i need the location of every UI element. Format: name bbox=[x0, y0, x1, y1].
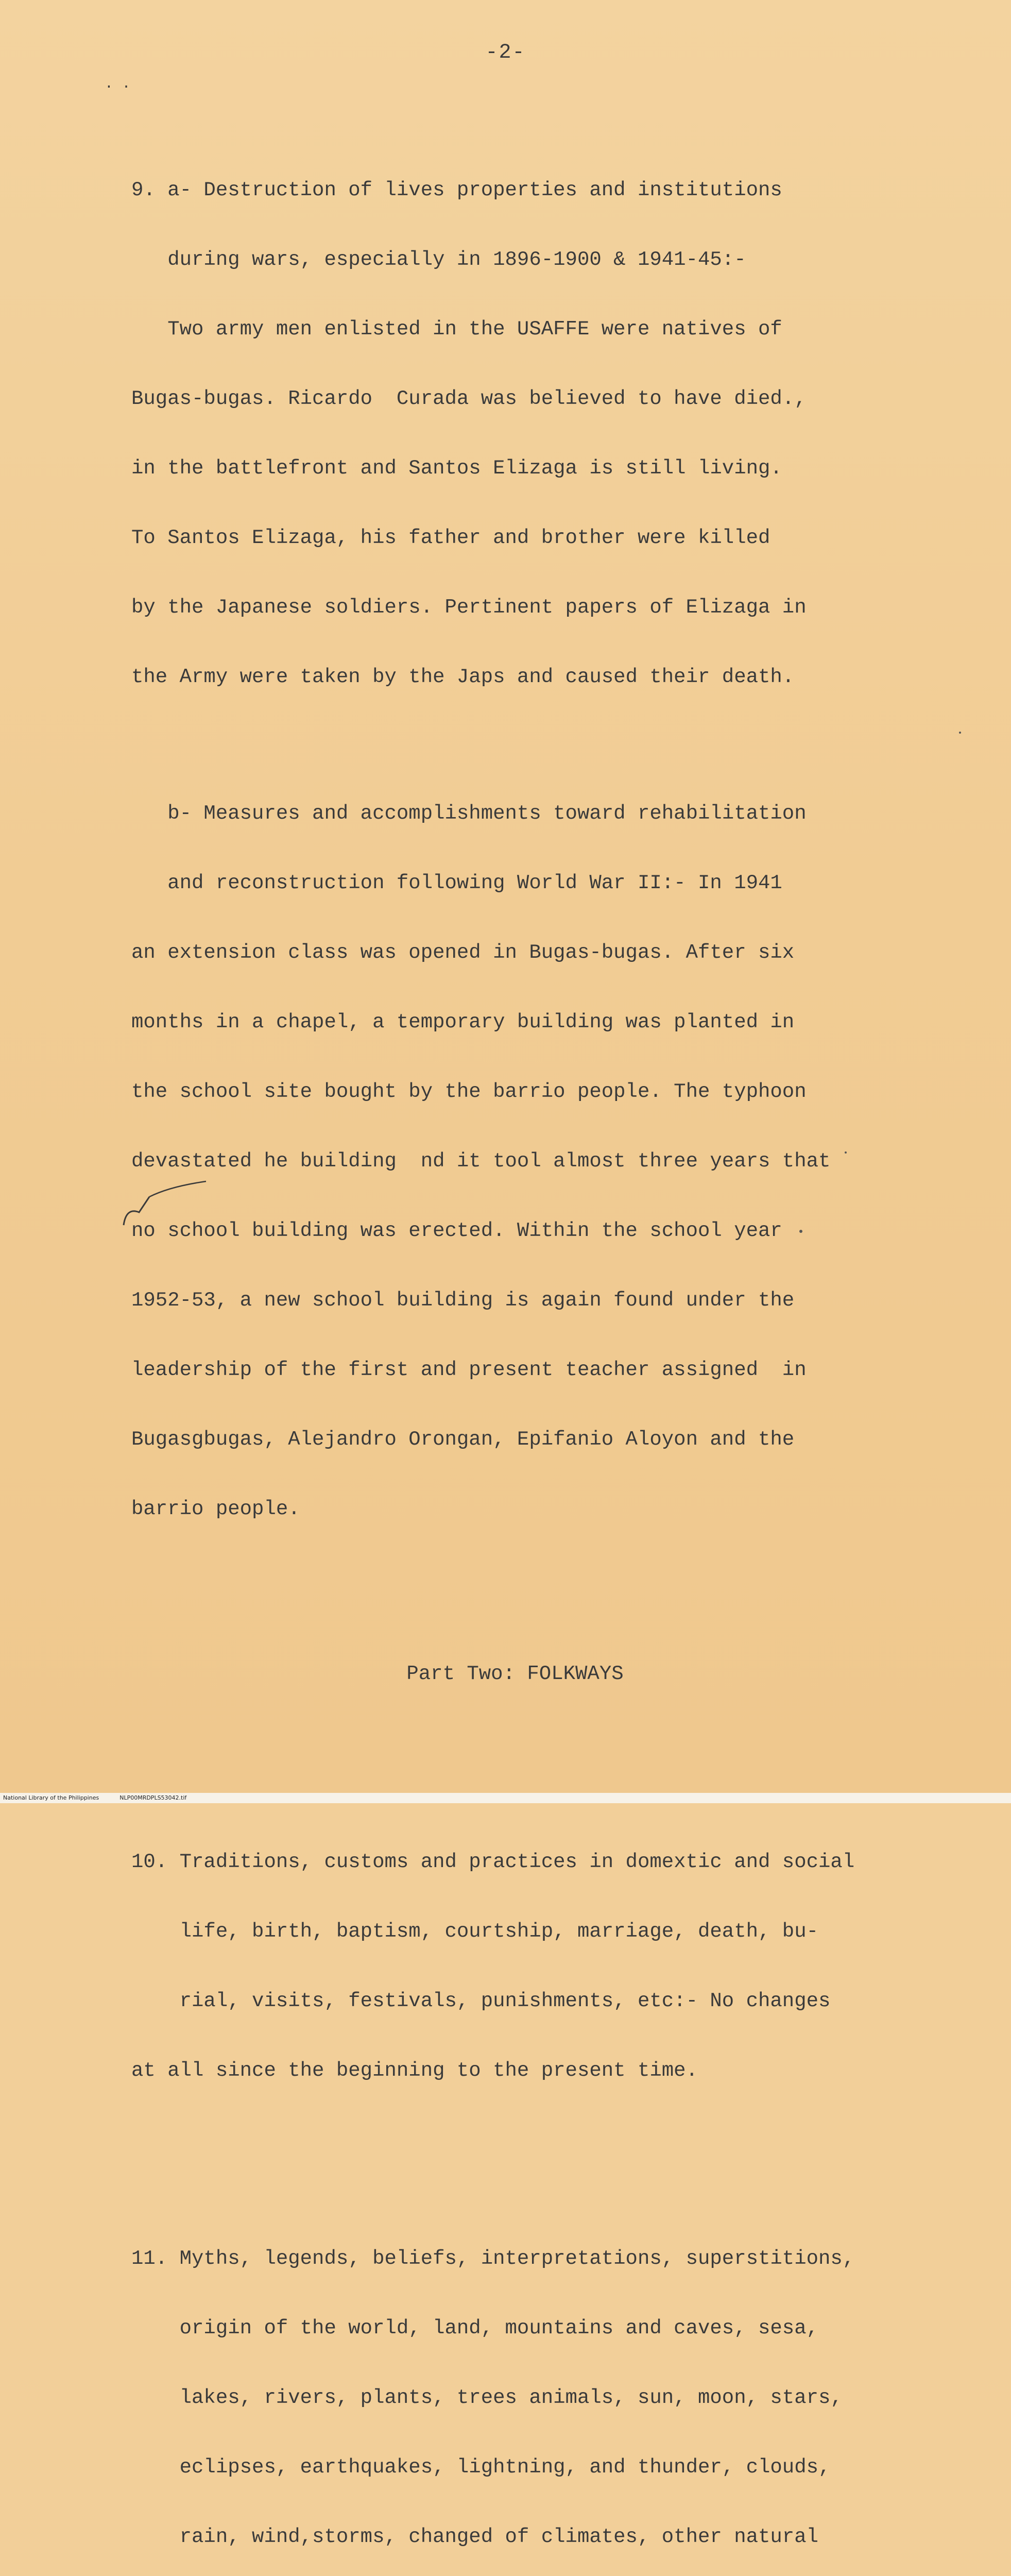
text-line: the Army were taken by the Japs and caused their death. bbox=[131, 666, 795, 688]
ink-speck bbox=[845, 1151, 847, 1154]
text-line: 10. Traditions, customs and practices in domextic and social bbox=[131, 1851, 855, 1873]
text-line: months in a chapel, a temporary building was planted in bbox=[131, 1011, 795, 1033]
text-line: rial, visits, festivals, punishments, etc:- No changes bbox=[131, 1990, 831, 2012]
text-line: in the battlefront and Santos Elizaga is still living. bbox=[131, 457, 782, 480]
text-line: 11. Myths, legends, beliefs, interpretations, superstitions, bbox=[131, 2247, 855, 2270]
text-line: life, birth, baptism, courtship, marriage, death, bu- bbox=[131, 1920, 819, 1943]
text-line: Bugasgbugas, Alejandro Orongan, Epifanio Aloyon and the bbox=[131, 1428, 795, 1451]
library-name: National Library of the Philippines bbox=[3, 1794, 99, 1801]
text-line: Two army men enlisted in the USAFFE were natives of bbox=[131, 318, 782, 341]
text-line: no school building was erected. Within the school year bbox=[131, 1219, 782, 1242]
file-name: NLP00MRDPLS53042.tif bbox=[119, 1794, 187, 1801]
scan-footer bbox=[0, 1793, 1011, 1803]
text-line: lakes, rivers, plants, trees animals, sun, moon, stars, bbox=[131, 2386, 843, 2409]
text-line: b- Measures and accomplishments toward rehabilitation bbox=[131, 802, 807, 825]
ink-speck bbox=[959, 732, 961, 734]
text-line: devastated he building nd it tool almost three years that bbox=[131, 1150, 831, 1173]
part-two-heading: Part Two: FOLKWAYS bbox=[406, 1663, 624, 1685]
text-line: 1952-53, a new school building is again found under the bbox=[131, 1289, 795, 1312]
text-line: leadership of the first and present teacher assigned in bbox=[131, 1359, 807, 1381]
text-line: during wars, especially in 1896-1900 & 1941-45:- bbox=[131, 248, 746, 271]
text-line: 9. a- Destruction of lives properties and institutions bbox=[131, 179, 782, 201]
document-body bbox=[131, 109, 976, 2576]
text-line: barrio people. bbox=[131, 1498, 300, 1520]
text-line: by the Japanese soldiers. Pertinent papers of Elizaga in bbox=[131, 596, 807, 619]
text-line: rain, wind,storms, changed of climates, other natural bbox=[131, 2526, 819, 2548]
check-mark-icon bbox=[118, 1176, 221, 1238]
text-line: and reconstruction following World War II:- In 1941 bbox=[131, 872, 782, 894]
text-line: the school site bought by the barrio people. The typhoon bbox=[131, 1080, 807, 1103]
text-line: origin of the world, land, mountains and caves, sesa, bbox=[131, 2317, 819, 2340]
stray-marks: . . bbox=[105, 76, 131, 92]
text-line: an extension class was opened in Bugas-bugas. After six bbox=[131, 941, 795, 964]
text-line: To Santos Elizaga, his father and brother were killed bbox=[131, 527, 770, 549]
text-line: Bugas-bugas. Ricardo Curada was believed to have died., bbox=[131, 387, 807, 410]
text-line: at all since the beginning to the present time. bbox=[131, 2059, 698, 2082]
ink-speck bbox=[799, 1230, 802, 1233]
text-line: eclipses, earthquakes, lightning, and thunder, clouds, bbox=[131, 2456, 831, 2479]
page-number: -2- bbox=[485, 41, 526, 64]
